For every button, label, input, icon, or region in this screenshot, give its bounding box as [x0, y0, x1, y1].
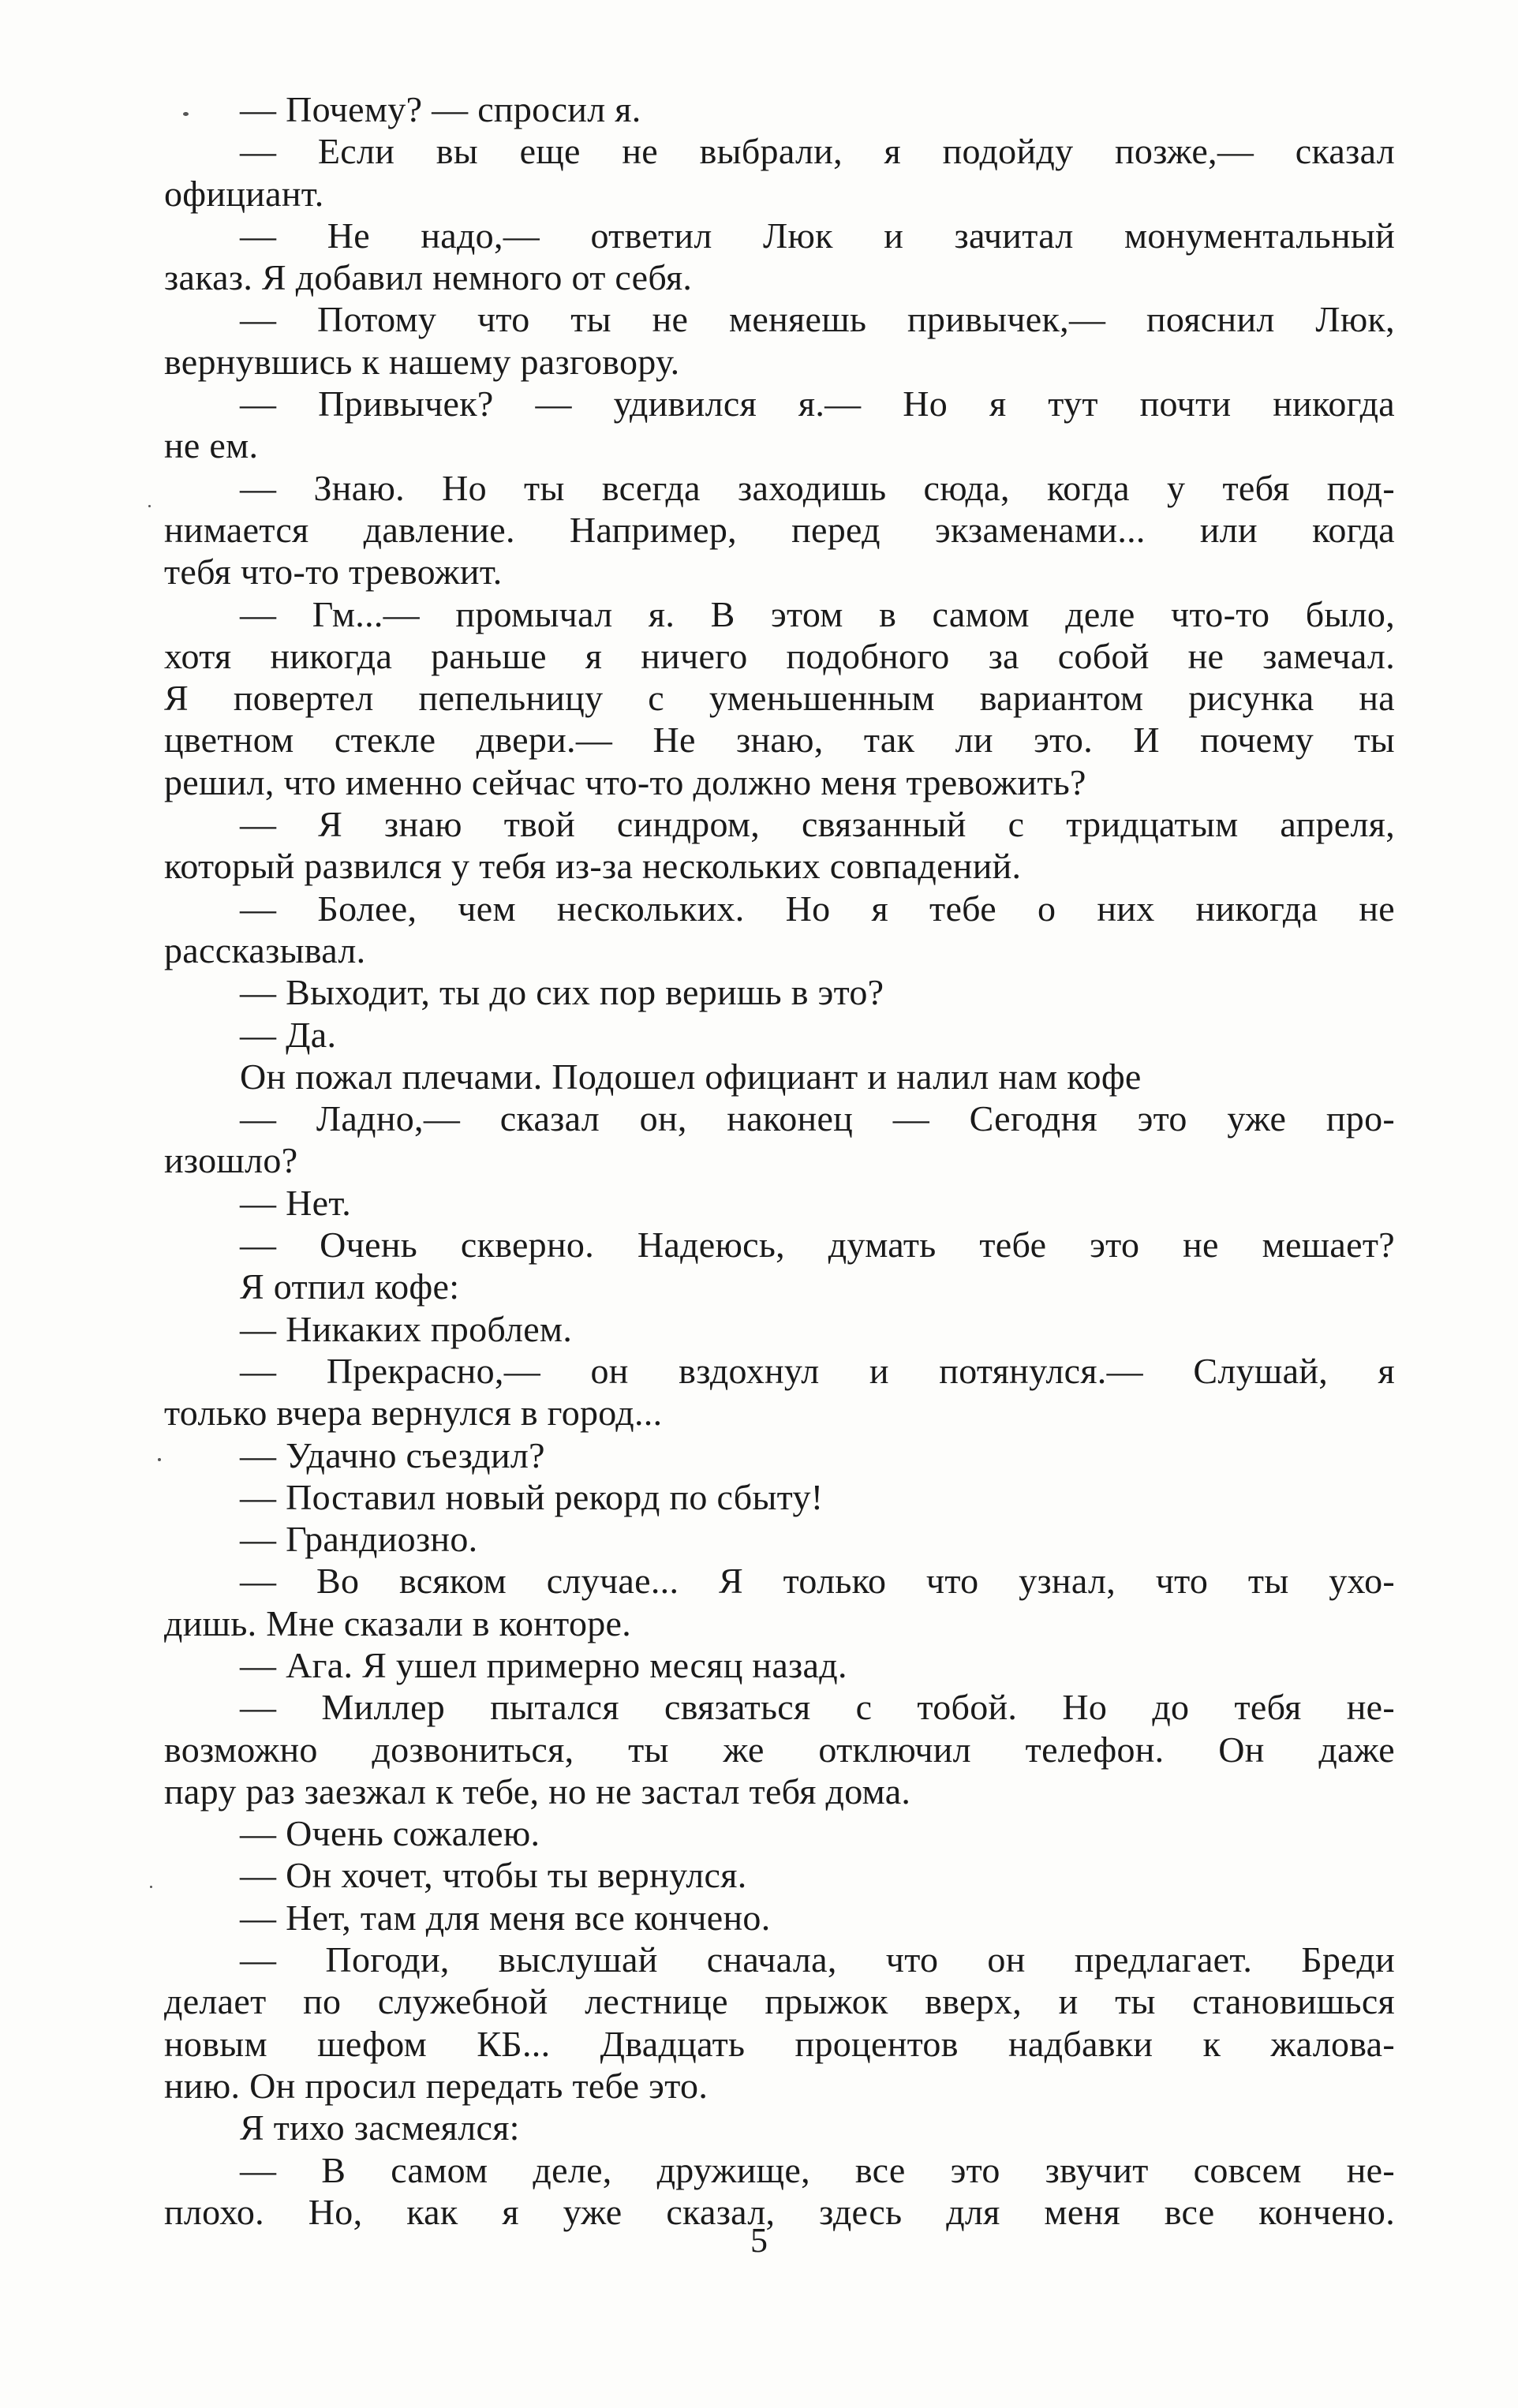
text-line: — Во всяком случае... Я только что узнал, что ты ухо-	[240, 1561, 1395, 1602]
text-line: — Знаю. Но ты всегда заходишь сюда, когда у тебя под-	[240, 467, 1395, 508]
text-line: не ем.	[164, 425, 259, 466]
text-line: — Ладно,— сказал он, наконец — Сегодня это уже про-	[240, 1098, 1395, 1139]
text-line: делает по служебной лестнице прыжок вверх, и ты становишься	[164, 1981, 1395, 2022]
text-line: — Погоди, выслушай сначала, что он предлагает. Бреди	[240, 1939, 1395, 1980]
text-line: — Почему? — спросил я.	[240, 89, 641, 129]
text-line: — Поставил новый рекорд по сбыту!	[240, 1476, 824, 1517]
text-line: хотя никогда раньше я ничего подобного за собой не замечал.	[164, 635, 1395, 676]
text-line: — Нет.	[240, 1182, 352, 1223]
text-line: — Не надо,— ответил Люк и зачитал монументальный	[240, 215, 1395, 256]
text-line: Я отпил кофе:	[240, 1266, 460, 1307]
text-line: нимается давление. Например, перед экзаменами... или когда	[164, 509, 1395, 550]
text-line: Он пожал плечами. Подошел официант и налил нам кофе	[240, 1056, 1142, 1097]
text-line: Я тихо засмеялся:	[240, 2107, 520, 2148]
text-line: — Миллер пытался связаться с тобой. Но до тебя не-	[240, 1687, 1395, 1728]
page-number: 5	[750, 2221, 768, 2260]
text-line: — Да.	[240, 1014, 337, 1055]
text-line: вернувшись к нашему разговору.	[164, 341, 680, 382]
text-line: — Если вы еще не выбрали, я подойду позже,— сказал	[240, 131, 1395, 172]
text-line: — Потому что ты не меняешь привычек,— пояснил Люк,	[240, 299, 1395, 340]
text-line: официант.	[164, 173, 324, 214]
text-line: — Более, чем нескольких. Но я тебе о них никогда не	[240, 888, 1395, 929]
text-line: — Грандиозно.	[240, 1519, 478, 1560]
text-line: который развился у тебя из-за нескольких совпадений.	[164, 846, 1022, 887]
text-line: пару раз заезжал к тебе, но не застал тебя дома.	[164, 1770, 911, 1812]
text-line: рассказывал.	[164, 929, 366, 970]
text-line: — Гм...— промычал я. В этом в самом деле что-то было,	[240, 593, 1395, 634]
text-line: цветном стекле двери.— Не знаю, так ли это. И почему ты	[164, 720, 1395, 761]
text-line: — Выходит, ты до сих пор веришь в это?	[240, 972, 884, 1013]
text-line: — Он хочет, чтобы ты вернулся.	[240, 1855, 747, 1896]
text-line: изошло?	[164, 1140, 298, 1181]
print-speck	[150, 1886, 152, 1888]
text-line: только вчера вернулся в город...	[164, 1393, 663, 1434]
text-line: нию. Он просил передать тебе это.	[164, 2065, 709, 2106]
text-line: — Я знаю твой синдром, связанный с тридцатым апреля,	[240, 804, 1395, 845]
text-line: — Никаких проблем.	[240, 1308, 573, 1349]
text-line: Я повертел пепельницу с уменьшенным вариантом рисунка на	[164, 678, 1395, 719]
text-line: заказ. Я добавил немного от себя.	[164, 257, 693, 298]
text-line: плохо. Но, как я уже сказал, здесь для меня все кончено.	[164, 2191, 1395, 2232]
text-line: дишь. Мне сказали в конторе.	[164, 1602, 632, 1643]
text-line: — В самом деле, дружище, все это звучит совсем не-	[240, 2149, 1395, 2190]
text-line: — Ага. Я ушел примерно месяц назад.	[240, 1644, 847, 1685]
text-line: — Нет, там для меня все кончено.	[240, 1897, 771, 1938]
text-line: новым шефом КБ... Двадцать процентов надбавки к жалова-	[164, 2023, 1395, 2064]
text-line: — Удачно съездил?	[240, 1434, 545, 1475]
print-speck	[148, 505, 151, 507]
text-line: тебя что-то тревожит.	[164, 552, 503, 593]
text-line: — Очень скверно. Надеюсь, думать тебе это не мешает?	[240, 1225, 1395, 1266]
print-speck	[158, 1458, 161, 1461]
text-line: — Очень сожалею.	[240, 1813, 540, 1854]
text-line: — Прекрасно,— он вздохнул и потянулся.— Слушай, я	[240, 1350, 1395, 1391]
body-text	[164, 88, 1395, 2233]
text-line: — Привычек? — удивился я.— Но я тут почти никогда	[240, 383, 1395, 424]
text-line: возможно дозвониться, ты же отключил телефон. Он даже	[164, 1729, 1395, 1770]
print-speck	[183, 112, 189, 116]
text-line: решил, что именно сейчас что-то должно меня тревожить?	[164, 761, 1086, 802]
